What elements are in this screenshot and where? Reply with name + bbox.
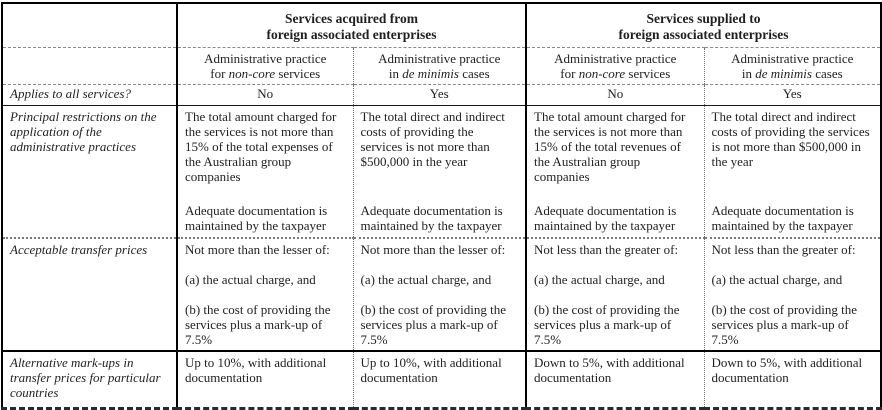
group-header-acquired <box>177 3 526 47</box>
col-header-noncore-supplied <box>526 47 704 84</box>
restriction-main: The total amount charged for the services is not more than 15% of the total expenses of the Australian group companies <box>185 108 337 184</box>
col-header-pre: in <box>741 65 756 81</box>
col-header-line1: Administrative practice <box>378 50 501 66</box>
column-header-label-empty <box>2 47 177 84</box>
col-header-em: non-core <box>578 65 626 81</box>
col-header-em: de minimis <box>402 65 459 81</box>
col-header-line1: Administrative practice <box>731 50 854 66</box>
restrictions-cell <box>704 105 881 238</box>
restriction-main: The total direct and indirect costs of providing the services is not more than $500,000 in the year <box>360 108 505 169</box>
restrictions-cell <box>526 105 704 238</box>
group-header-supplied-line2: foreign associated enterprises <box>618 27 789 42</box>
restriction-main: The total direct and indirect costs of providing the services is not more than $500,000 in the year <box>711 108 870 169</box>
group-header-supplied <box>526 3 881 47</box>
prices-intro: Not more than the lesser of: <box>185 242 330 257</box>
col-header-post: services <box>625 65 671 81</box>
restriction-main: The total amount charged for the services is not more than 15% of the total revenues of the Australian group companies <box>534 108 686 184</box>
col-header-deminimis-supplied <box>704 47 881 84</box>
restrictions-cell <box>353 105 526 238</box>
row-restrictions <box>2 105 881 238</box>
prices-option-a: (a) the actual charge, and <box>185 272 316 287</box>
col-header-deminimis-acquired <box>353 47 526 84</box>
prices-intro: Not less than the greater of: <box>534 242 679 257</box>
col-header-post: cases <box>811 65 843 81</box>
column-header-row <box>2 47 881 84</box>
prices-cell <box>353 238 526 351</box>
row-label-applies: Applies to all services? <box>2 84 177 105</box>
restriction-note: Adequate documentation is maintained by the taxpayer <box>185 202 328 233</box>
col-header-pre: in <box>388 65 403 81</box>
prices-intro: Not less than the greater of: <box>711 242 856 257</box>
group-header-supplied-line1: Services supplied to <box>646 11 761 26</box>
row-markups <box>2 351 881 408</box>
markups-cell: Up to 10%, with additional documentation <box>177 351 353 408</box>
corner-cell-empty <box>2 3 177 47</box>
row-label-markups: Alternative mark-ups in transfer prices for particular countries <box>2 351 177 408</box>
col-header-post: cases <box>458 65 490 81</box>
group-header-acquired-line2: foreign associated enterprises <box>266 27 437 42</box>
markups-cell: Down to 5%, with additional documentation <box>704 351 881 408</box>
prices-cell <box>177 238 353 351</box>
prices-option-a: (a) the actual charge, and <box>711 272 843 287</box>
group-header-acquired-line1: Services acquired from <box>285 11 418 26</box>
col-header-em: non-core <box>228 65 276 81</box>
col-header-pre: for <box>560 65 579 81</box>
restriction-note: Adequate documentation is maintained by the taxpayer <box>360 202 503 233</box>
restriction-note: Adequate documentation is maintained by the taxpayer <box>711 202 854 233</box>
prices-intro: Not more than the lesser of: <box>360 242 506 257</box>
prices-cell <box>704 238 881 351</box>
col-header-em: de minimis <box>755 65 812 81</box>
col-header-post: services <box>275 65 321 81</box>
restriction-note: Adequate documentation is maintained by the taxpayer <box>534 202 677 233</box>
row-applies <box>2 84 881 105</box>
prices-option-b: (b) the cost of providing the services plus a mark-up of 7.5% <box>711 302 858 347</box>
prices-option-a: (a) the actual charge, and <box>360 272 492 287</box>
applies-value: Yes <box>704 84 881 105</box>
row-prices <box>2 238 881 351</box>
markups-cell: Down to 5%, with additional documentation <box>526 351 704 408</box>
prices-cell <box>526 238 704 351</box>
admin-practices-table <box>1 2 882 410</box>
col-header-noncore-acquired <box>177 47 353 84</box>
col-header-pre: for <box>210 65 229 81</box>
prices-option-b: (b) the cost of providing the services plus a mark-up of 7.5% <box>185 302 331 347</box>
prices-option-b: (b) the cost of providing the services plus a mark-up of 7.5% <box>360 302 506 347</box>
applies-value: No <box>526 84 704 105</box>
col-header-line1: Administrative practice <box>204 50 327 66</box>
prices-option-b: (b) the cost of providing the services plus a mark-up of 7.5% <box>534 302 680 347</box>
group-header-row <box>2 3 881 47</box>
row-label-prices: Acceptable transfer prices <box>2 238 177 351</box>
applies-value: Yes <box>353 84 526 105</box>
restrictions-cell <box>177 105 353 238</box>
col-header-line1: Administrative practice <box>554 50 677 66</box>
markups-cell: Up to 10%, with additional documentation <box>353 351 526 408</box>
prices-option-a: (a) the actual charge, and <box>534 272 665 287</box>
row-label-restrictions: Principal restrictions on the application of the administrative practices <box>2 105 177 238</box>
applies-value: No <box>177 84 353 105</box>
